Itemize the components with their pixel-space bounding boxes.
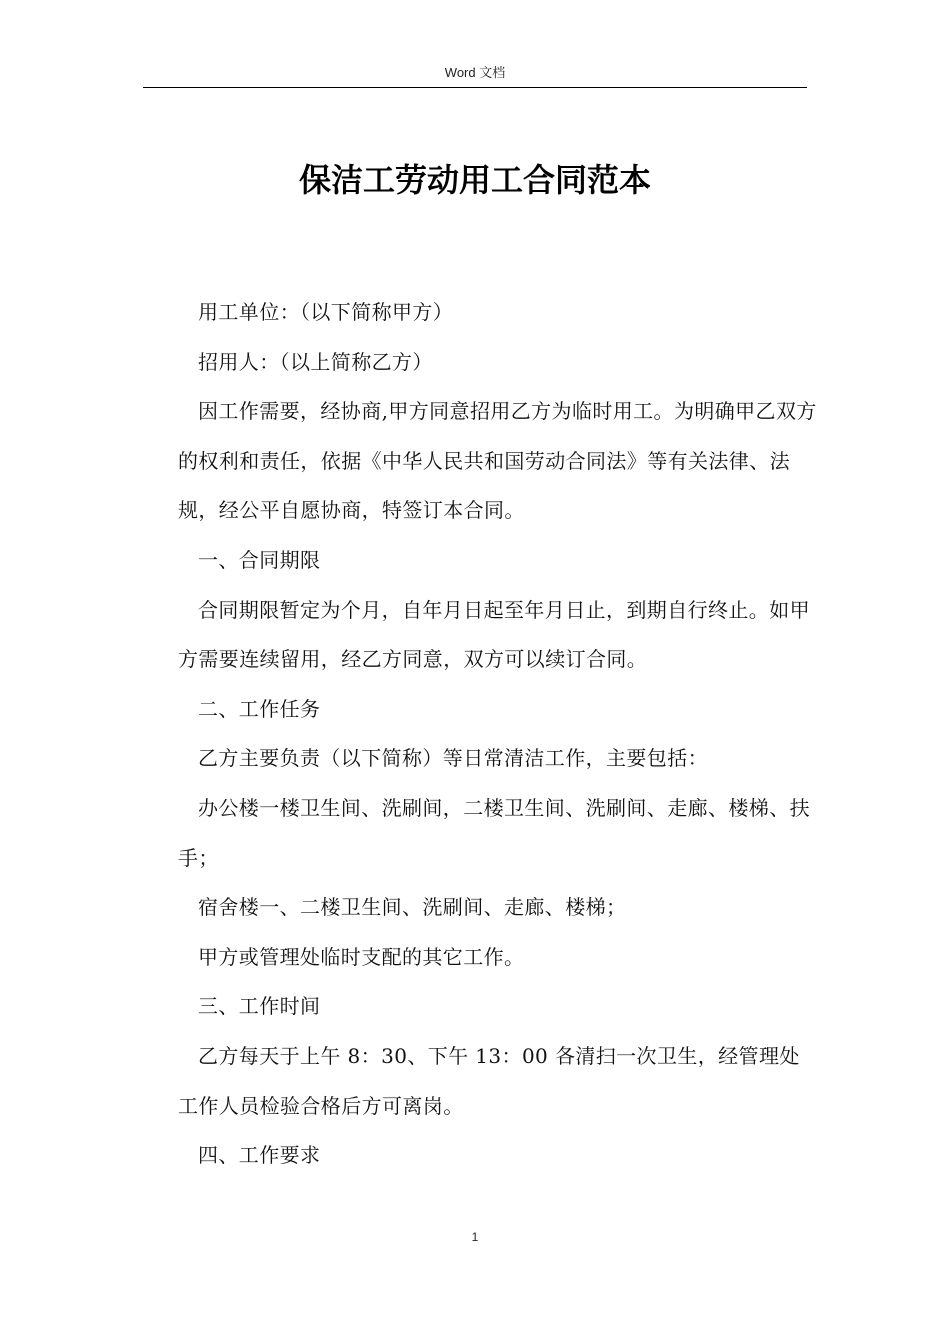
page-header: Word 文档 — [444, 65, 506, 80]
section-heading-hours: 三、工作时间 — [198, 994, 321, 1019]
section-heading-requirements: 四、工作要求 — [198, 1143, 321, 1168]
paragraph-employer: 用工单位：（以下简称甲方） — [198, 300, 454, 324]
document-title: 保洁工劳动用工合同范本 — [298, 161, 651, 199]
paragraph-tasks-dorm: 宿舍楼一、二楼卫生间、洗刷间、走廊、楼梯； — [198, 895, 627, 920]
header-divider — [143, 87, 807, 88]
paragraph-tasks-office: 办公楼一楼卫生间、洗刷间，二楼卫生间、洗刷间、走廊、楼梯、扶手； — [178, 795, 810, 870]
section-heading-tasks: 二、工作任务 — [198, 696, 321, 721]
paragraph-tasks-intro: 乙方主要负责（以下简称）等日常清洁工作，主要包括： — [198, 746, 708, 771]
section-heading-term: 一、合同期限 — [198, 547, 321, 572]
page-number: 1 — [471, 1230, 479, 1244]
paragraph-term: 合同期限暂定为个月，自年月日起至年月日止，到期自行终止。如甲方需要连续留用，经乙方同意，双方可以续订合同。 — [178, 597, 810, 672]
paragraph-preamble: 因工作需要，经协商,甲方同意招用乙方为临时用工。为明确甲乙双方的权利和责任，依据《中华人民共和国劳动合同法》等有关法律、法规，经公平自愿协商，特签订本合同。 — [178, 399, 817, 523]
paragraph-tasks-other: 甲方或管理处临时支配的其它工作。 — [198, 944, 525, 969]
paragraph-hours: 乙方每天于上午 8：30、下午 13：00 各清扫一次卫生，经管理处工作人员检验合格后方可离岗。 — [178, 1043, 800, 1118]
document-body — [178, 288, 818, 1181]
paragraph-employee: 招用人：（以上简称乙方） — [198, 349, 433, 374]
